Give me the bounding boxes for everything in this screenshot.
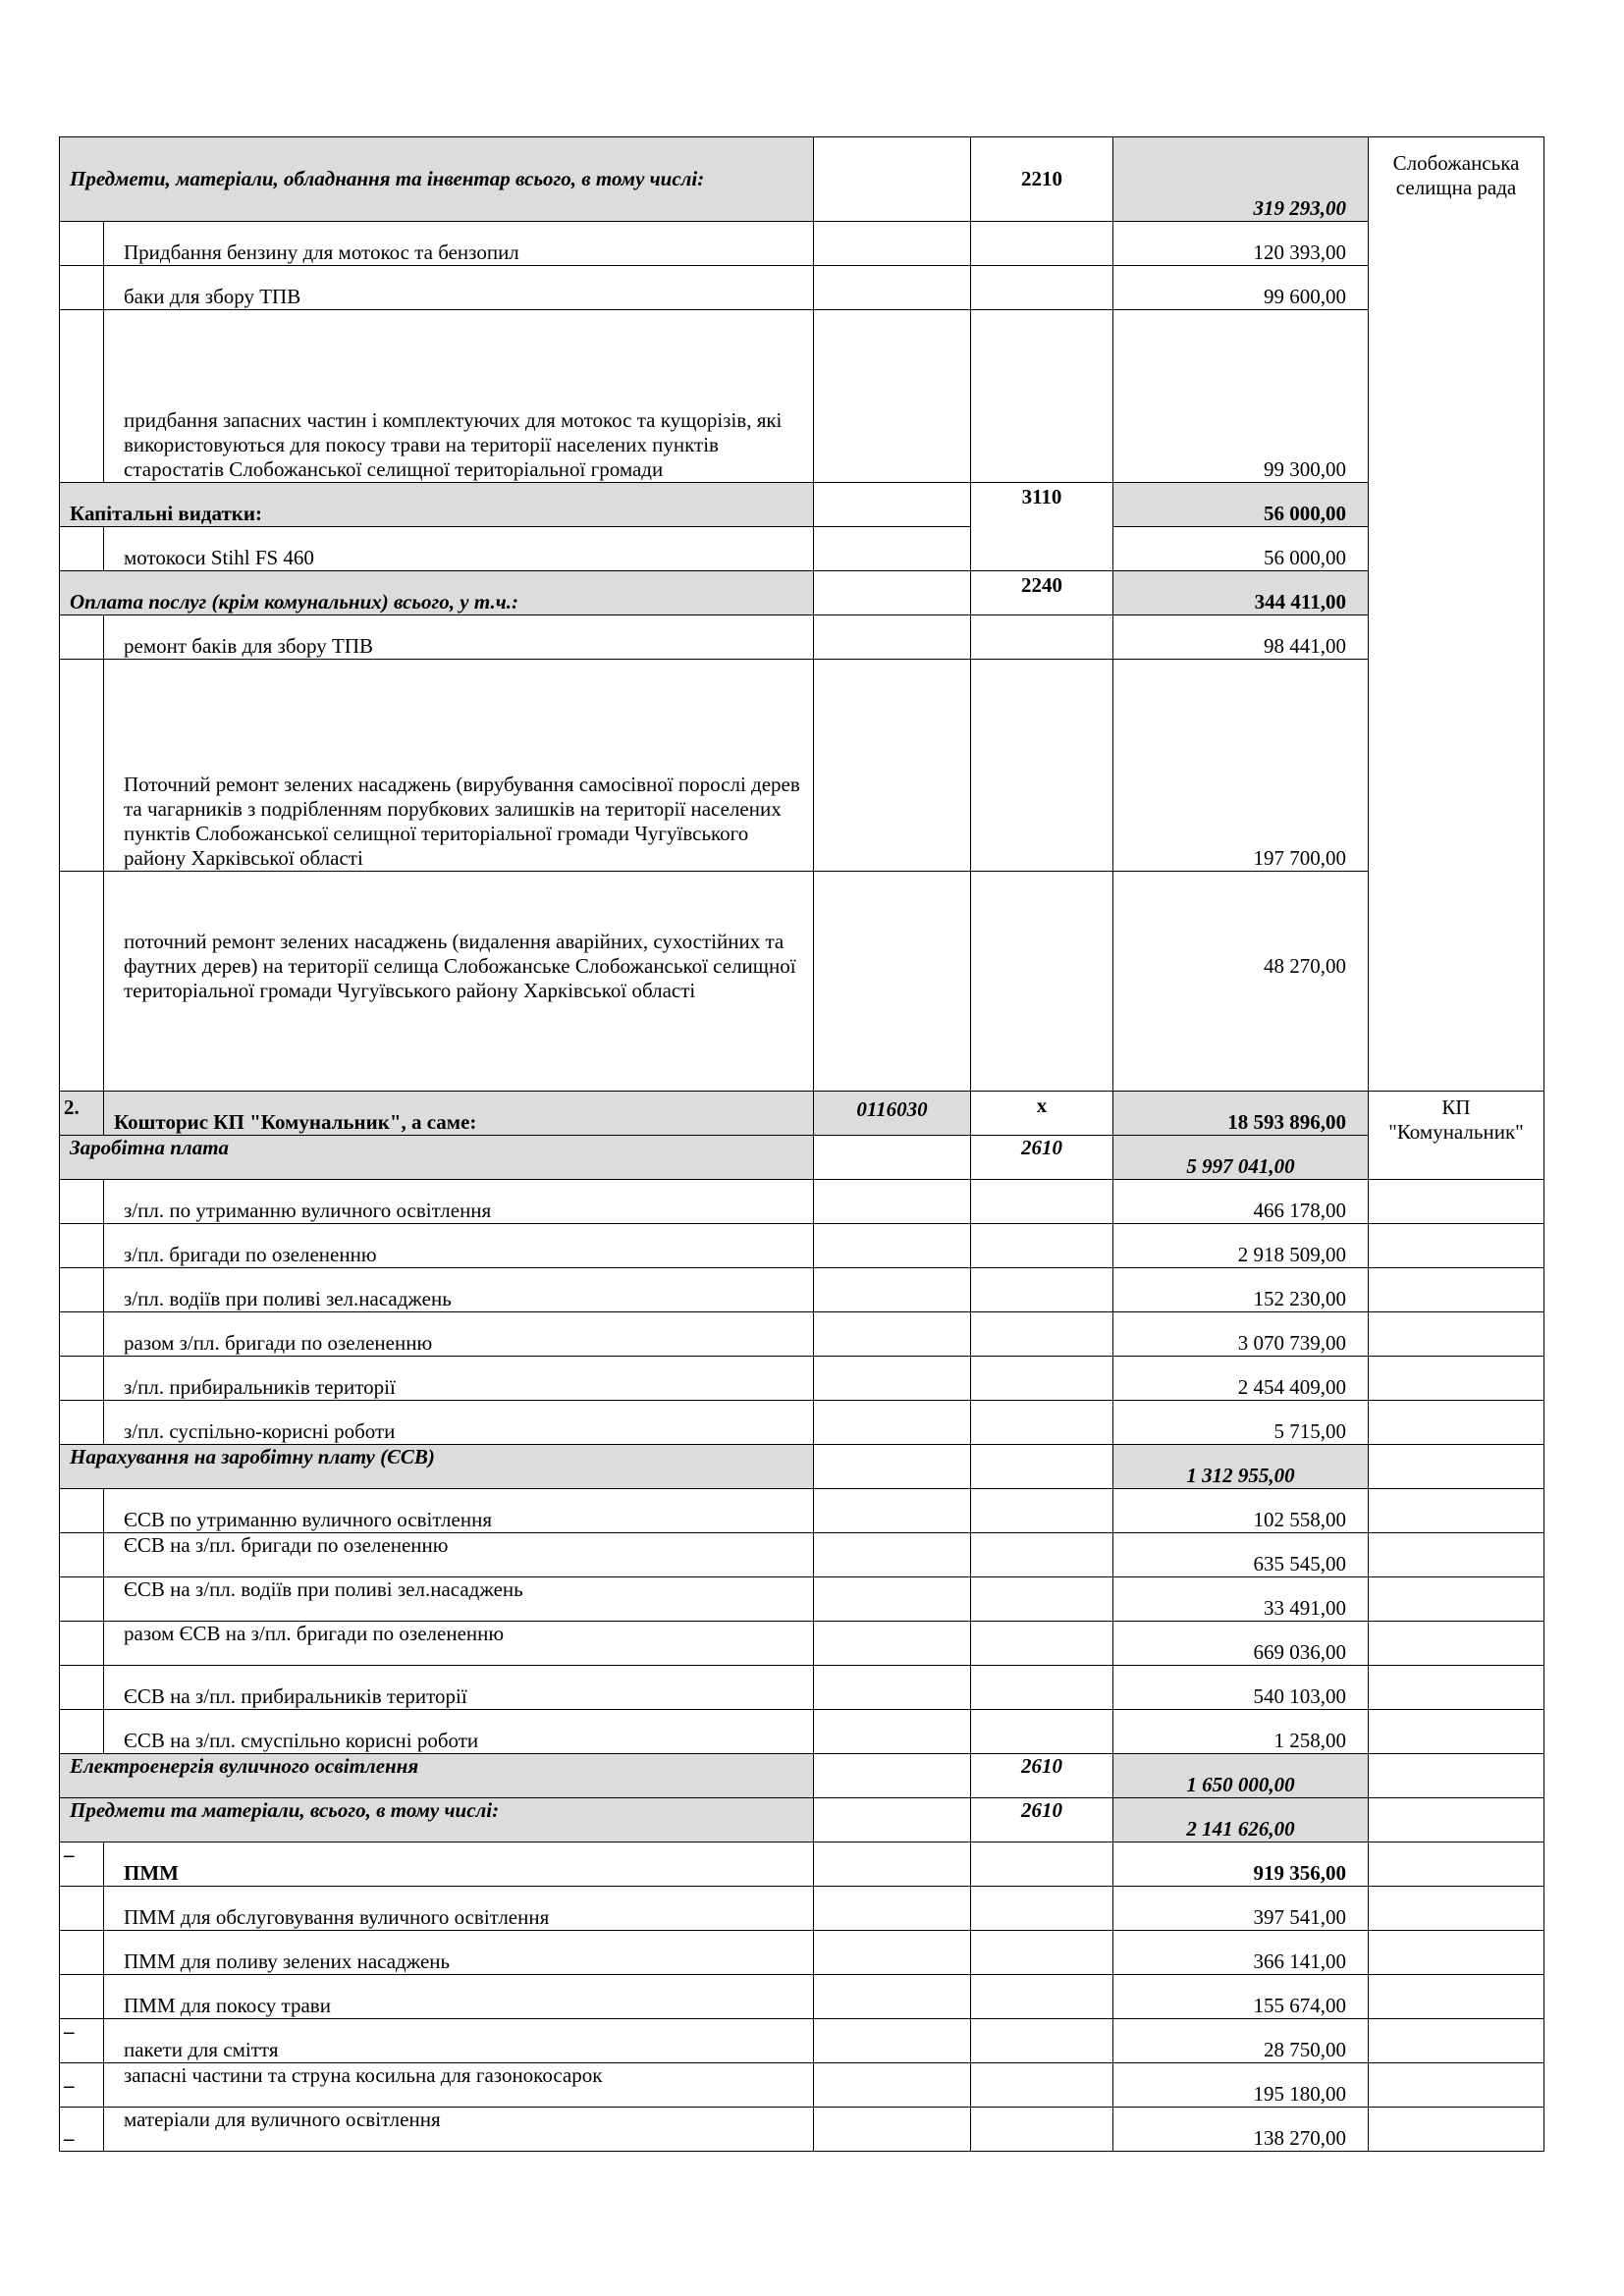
item-amount: 195 180,00 xyxy=(1113,2063,1369,2108)
table-row xyxy=(60,1312,1544,1357)
kekv-code: 2610 xyxy=(971,1754,1113,1798)
section-label: Електроенергія вуличного освітлення xyxy=(60,1754,814,1798)
kekv-code: х xyxy=(971,1092,1113,1136)
item-description: разом ЄСВ на з/пл. бригади по озелененню xyxy=(104,1622,814,1666)
section-label: Оплата послуг (крім комунальних) всього, у т.ч.: xyxy=(60,571,814,615)
item-description: придбання запасних частин і комплектуючих для мотокос та кущорізів, які використовуються для покосу трави на території населених пунктів старостатів Слобожанської селищної територіальної громади xyxy=(104,310,814,483)
item-label: ПММ xyxy=(104,1842,814,1887)
item-description: Придбання бензину для мотокос та бензопил xyxy=(104,222,814,266)
table-row xyxy=(60,1489,1544,1533)
item-amount: 120 393,00 xyxy=(1113,222,1369,266)
item-description: ЄСВ по утриманню вуличного освітлення xyxy=(104,1489,814,1533)
section-amount: 2 141 626,00 xyxy=(1113,1798,1369,1842)
section-row-materials xyxy=(60,1798,1544,1842)
item-amount: 155 674,00 xyxy=(1113,1975,1369,2019)
item-amount: 366 141,00 xyxy=(1113,1931,1369,1975)
section-label: Капітальні видатки: xyxy=(60,483,814,527)
section-label: Предмети та матеріали, всього, в тому числі: xyxy=(60,1798,814,1842)
table-row xyxy=(60,1666,1544,1710)
item-amount: 919 356,00 xyxy=(1113,1842,1369,1887)
item-amount: 102 558,00 xyxy=(1113,1489,1369,1533)
table-row xyxy=(60,1975,1544,2019)
section-row-esv xyxy=(60,1445,1544,1489)
table-row xyxy=(60,266,1544,310)
table-row xyxy=(60,1268,1544,1312)
section-label: Предмети, матеріали, обладнання та інвентар всього, в тому числі: xyxy=(60,137,814,222)
dash-marker: – xyxy=(60,2108,104,2152)
item-description: поточний ремонт зелених насаджень (видалення аварійних, сухостійних та фаутних дерев) на території селища Слобожанське Слобожанської селищної територіальної громади Чугуївського району Харківської області xyxy=(104,872,814,1092)
section-row-2210 xyxy=(60,137,1544,222)
program-code-cell xyxy=(814,571,971,615)
table-row xyxy=(60,1710,1544,1754)
item-description: ПММ для поливу зелених насаджень xyxy=(104,1931,814,1975)
table-row xyxy=(60,1577,1544,1622)
item-description: ЄСВ на з/пл. смуспільно корисні роботи xyxy=(104,1710,814,1754)
item-amount: 98 441,00 xyxy=(1113,615,1369,660)
item-amount: 635 545,00 xyxy=(1113,1533,1369,1577)
section-amount: 319 293,00 xyxy=(1113,137,1369,222)
item-description: баки для збору ТПВ xyxy=(104,266,814,310)
section-row-2610 xyxy=(60,1136,1544,1180)
item-description: ПММ для обслуговування вуличного освітлення xyxy=(104,1887,814,1931)
program-code-cell xyxy=(814,483,971,527)
section-row-electricity xyxy=(60,1754,1544,1798)
item-amount: 397 541,00 xyxy=(1113,1887,1369,1931)
table-row xyxy=(60,222,1544,266)
table-row xyxy=(60,1622,1544,1666)
program-code: 0116030 xyxy=(814,1092,971,1136)
table-row xyxy=(60,1357,1544,1401)
kekv-code: 2210 xyxy=(971,137,1113,222)
item-description: матеріали для вуличного освітлення xyxy=(104,2108,814,2152)
section-amount: 344 411,00 xyxy=(1113,571,1369,615)
dash-marker: – xyxy=(60,1842,104,1887)
section-label: Кошторис КП "Комунальник", а саме: xyxy=(104,1092,814,1136)
section-label: Нарахування на заробітну плату (ЄСВ) xyxy=(60,1445,814,1489)
item-amount: 99 300,00 xyxy=(1113,310,1369,483)
program-code-cell xyxy=(814,137,971,222)
budget-table xyxy=(59,136,1544,2152)
item-amount: 56 000,00 xyxy=(1113,527,1369,571)
table-row xyxy=(60,527,1544,571)
table-row xyxy=(60,1401,1544,1445)
item-description: Поточний ремонт зелених насаджень (вирубування самосівної порослі дерев та чагарників з подрібленням порубкових залишків на території населених пунктів Слобожанської селищної територіальної громади Чугуївського району Харківської області xyxy=(104,660,814,872)
table-row xyxy=(60,2108,1544,2152)
section-label: Заробітна плата xyxy=(60,1136,814,1180)
table-row xyxy=(60,615,1544,660)
item-amount: 540 103,00 xyxy=(1113,1666,1369,1710)
table-row xyxy=(60,1887,1544,1931)
item-amount: 138 270,00 xyxy=(1113,2108,1369,2152)
item-amount: 33 491,00 xyxy=(1113,1577,1369,1622)
dash-marker: – xyxy=(60,2019,104,2063)
table-row xyxy=(60,1533,1544,1577)
section-amount: 1 312 955,00 xyxy=(1113,1445,1369,1489)
item-description: ЄСВ на з/пл. прибиральників території xyxy=(104,1666,814,1710)
item-amount: 2 454 409,00 xyxy=(1113,1357,1369,1401)
item-description: ПММ для покосу трави xyxy=(104,1975,814,2019)
table-row xyxy=(60,1931,1544,1975)
section-amount: 5 997 041,00 xyxy=(1113,1136,1369,1180)
table-row xyxy=(60,1180,1544,1224)
section-row-3110 xyxy=(60,483,1544,527)
responsible-note: Слобожанська селищна рада xyxy=(1369,137,1544,1092)
item-amount: 669 036,00 xyxy=(1113,1622,1369,1666)
section-row-2240 xyxy=(60,571,1544,615)
item-description: ремонт баків для збору ТПВ xyxy=(104,615,814,660)
item-description: пакети для сміття xyxy=(104,2019,814,2063)
table-row xyxy=(60,2019,1544,2063)
item-amount: 99 600,00 xyxy=(1113,266,1369,310)
item-description: мотокоси Stihl FS 460 xyxy=(104,527,814,571)
section-amount: 18 593 896,00 xyxy=(1113,1092,1369,1136)
item-amount: 28 750,00 xyxy=(1113,2019,1369,2063)
program-code-cell xyxy=(814,1136,971,1180)
item-amount: 152 230,00 xyxy=(1113,1268,1369,1312)
section-amount: 56 000,00 xyxy=(1113,483,1369,527)
item-amount: 1 258,00 xyxy=(1113,1710,1369,1754)
kekv-code: 3110 xyxy=(971,483,1113,571)
dash-marker: – xyxy=(60,2063,104,2108)
item-description: ЄСВ на з/пл. бригади по озелененню xyxy=(104,1533,814,1577)
table-row xyxy=(60,872,1544,1092)
item-description: з/пл. бригади по озелененню xyxy=(104,1224,814,1268)
item-amount: 2 918 509,00 xyxy=(1113,1224,1369,1268)
item-amount: 3 070 739,00 xyxy=(1113,1312,1369,1357)
table-row-pmm xyxy=(60,1842,1544,1887)
table-row xyxy=(60,2063,1544,2108)
section-amount: 1 650 000,00 xyxy=(1113,1754,1369,1798)
item-description: запасні частини та струна косильна для газонокосарок xyxy=(104,2063,814,2108)
item-description: з/пл. по утриманню вуличного освітлення xyxy=(104,1180,814,1224)
item-amount: 466 178,00 xyxy=(1113,1180,1369,1224)
kekv-code: 2240 xyxy=(971,571,1113,615)
item-description: разом з/пл. бригади по озелененню xyxy=(104,1312,814,1357)
kekv-code: 2610 xyxy=(971,1798,1113,1842)
kekv-code: 2610 xyxy=(971,1136,1113,1180)
section-row-kp xyxy=(60,1092,1544,1136)
item-description: з/пл. суспільно-корисні роботи xyxy=(104,1401,814,1445)
table-row xyxy=(60,660,1544,872)
responsible-note: КП "Комунальник" xyxy=(1369,1092,1544,1180)
table-row xyxy=(60,1224,1544,1268)
item-amount: 48 270,00 xyxy=(1113,872,1369,1092)
item-description: з/пл. прибиральників території xyxy=(104,1357,814,1401)
item-amount: 5 715,00 xyxy=(1113,1401,1369,1445)
item-amount: 197 700,00 xyxy=(1113,660,1369,872)
table-row xyxy=(60,310,1544,483)
item-description: з/пл. водіїв при поливі зел.насаджень xyxy=(104,1268,814,1312)
item-description: ЄСВ на з/пл. водіїв при поливі зел.насаджень xyxy=(104,1577,814,1622)
section-number: 2. xyxy=(60,1092,104,1136)
